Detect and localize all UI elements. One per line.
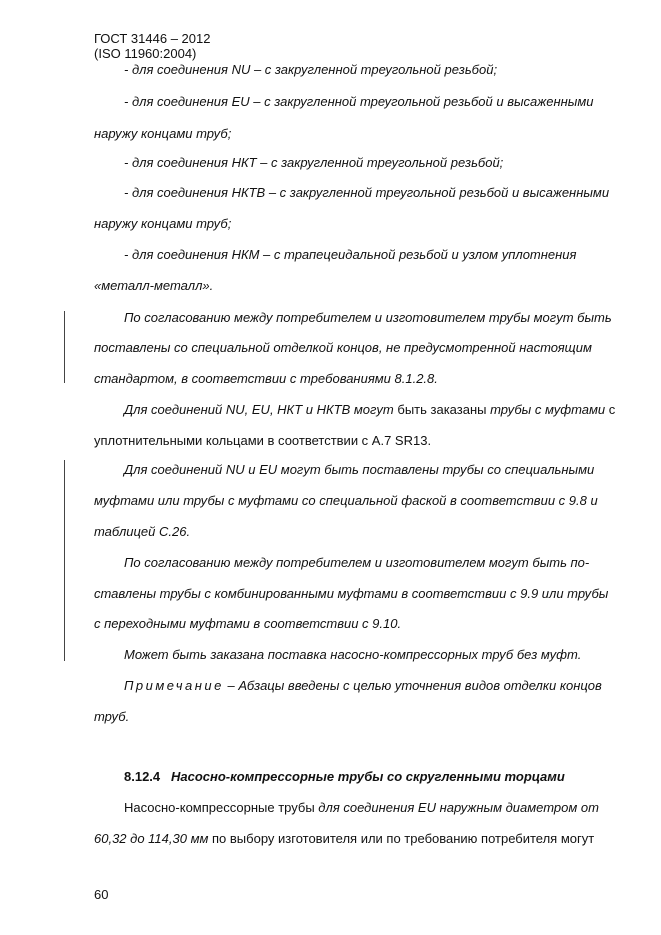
document-code: ГОСТ 31446 – 2012 xyxy=(94,31,211,46)
paragraph-special-couplings: Для соединений NU и EU могут быть поставлены трубы со специальными xyxy=(124,462,595,477)
paragraph-seal-rings: Для соединений NU, EU, НКТ и НКТВ могут быть заказаны трубы с муфтами с xyxy=(124,402,616,417)
list-item-nu: - для соединения NU – с закругленной треугольной резьбой; xyxy=(124,62,498,77)
paragraph-special-ends: По согласованию между потребителем и изготовителем трубы могут быть xyxy=(124,310,612,325)
list-item-eu-cont: наружу концами труб; xyxy=(94,126,232,141)
paragraph-rounded-ends-line2: 60,32 до 114,30 мм по выбору изготовителя или по требованию потребителя могут xyxy=(94,831,595,846)
revision-bar xyxy=(64,460,65,661)
page-number: 60 xyxy=(94,887,109,902)
list-item-nkt: - для соединения НКТ – с закругленной треугольной резьбой; xyxy=(124,155,504,170)
paragraph-rounded-ends: Насосно-компрессорные трубы для соединения EU наружным диаметром от xyxy=(124,800,599,815)
section-number: 8.12.4 xyxy=(124,769,161,784)
paragraph-combined-couplings-line3: с переходными муфтами в соответствии с 9.10. xyxy=(94,616,402,631)
list-item-nktv-cont: наружу концами труб; xyxy=(94,216,232,231)
note-paragraph: Примечание – Абзацы введены с целью уточнения видов отделки концов xyxy=(124,678,602,693)
section-heading xyxy=(124,769,565,785)
note-label: Примечание xyxy=(124,678,224,693)
paragraph-seal-rings-line2: уплотнительными кольцами в соответствии с А.7 SR13. xyxy=(94,433,432,448)
section-title: Насосно-компрессорные трубы со скругленными торцами xyxy=(171,769,565,784)
paragraph-special-couplings-line3: таблицей С.26. xyxy=(94,524,191,539)
paragraph-no-couplings: Может быть заказана поставка насосно-компрессорных труб без муфт. xyxy=(124,647,582,662)
list-item-eu: - для соединения EU – с закругленной треугольной резьбой и высаженными xyxy=(124,94,594,109)
list-item-nktv: - для соединения НКТВ – с закругленной треугольной резьбой и высаженными xyxy=(124,185,610,200)
note-paragraph-line2: труб. xyxy=(94,709,130,724)
paragraph-special-couplings-line2: муфтами или трубы с муфтами со специальной фаской в соответствии с 9.8 и xyxy=(94,493,598,508)
paragraph-combined-couplings-line2: ставлены трубы с комбинированными муфтами в соответствии с 9.9 или трубы xyxy=(94,586,609,601)
paragraph-special-ends-line2: поставлены со специальной отделкой концов, не предусмотренной настоящим xyxy=(94,340,592,355)
paragraph-special-ends-line3: стандартом, в соответствии с требованиями 8.1.2.8. xyxy=(94,371,438,386)
list-item-nkm: - для соединения НКМ – с трапецеидальной резьбой и узлом уплотнения xyxy=(124,247,577,262)
list-item-nkm-cont: «металл-металл». xyxy=(94,278,214,293)
paragraph-combined-couplings: По согласованию между потребителем и изготовителем могут быть по- xyxy=(124,555,590,570)
iso-reference: (ISO 11960:2004) xyxy=(94,46,197,61)
revision-bar xyxy=(64,311,65,383)
